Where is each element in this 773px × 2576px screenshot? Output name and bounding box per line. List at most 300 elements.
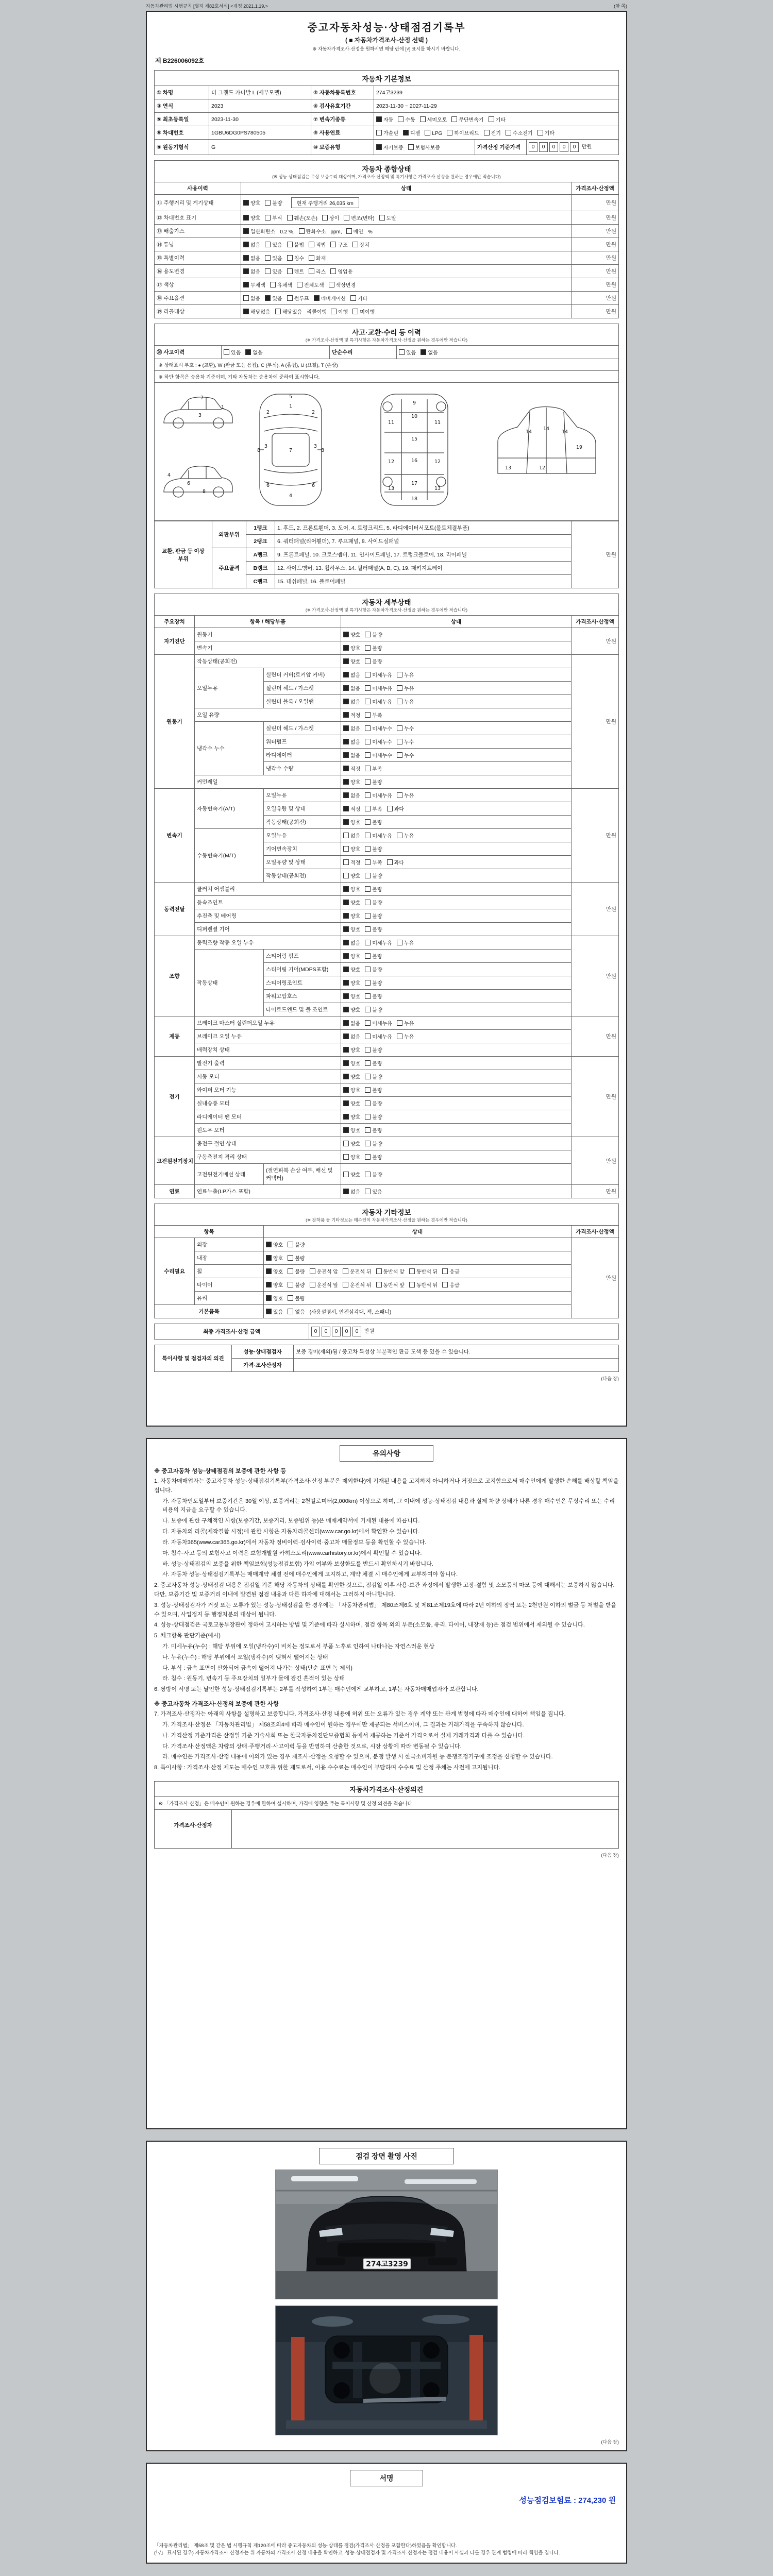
checkbox-option[interactable]: 하이브리드	[447, 129, 479, 137]
checkbox-option[interactable]: 없음	[343, 1019, 360, 1027]
checkbox-icon[interactable]	[265, 215, 271, 221]
checkbox-option[interactable]: 양호	[343, 912, 360, 920]
checkbox-option[interactable]: 없음	[243, 241, 260, 248]
checkbox-option[interactable]: 영업용	[330, 267, 352, 275]
checkbox-icon[interactable]	[484, 130, 490, 135]
checkbox-option[interactable]: 불량	[365, 1059, 382, 1067]
checkbox-option[interactable]: 운전석 앞	[310, 1267, 338, 1275]
checkbox-option[interactable]: 없음	[343, 671, 360, 679]
checkbox-icon[interactable]	[266, 1242, 272, 1247]
checkbox-icon[interactable]	[309, 268, 314, 274]
checkbox-icon[interactable]	[322, 215, 328, 221]
checkbox-icon[interactable]	[352, 242, 358, 247]
checkbox-icon[interactable]	[343, 1100, 349, 1106]
checkbox-icon[interactable]	[287, 255, 293, 261]
checkbox-icon[interactable]	[343, 846, 349, 852]
checkbox-icon[interactable]	[288, 1295, 293, 1301]
checkbox-option[interactable]: 양호	[343, 778, 360, 786]
checkbox-icon[interactable]	[265, 255, 271, 261]
checkbox-option[interactable]: 불량	[365, 1113, 382, 1121]
checkbox-option[interactable]: 양호	[343, 1073, 360, 1080]
checkbox-icon[interactable]	[365, 913, 371, 919]
checkbox-option[interactable]: 색상변경	[329, 281, 356, 289]
checkbox-icon[interactable]	[343, 1087, 349, 1093]
checkbox-option[interactable]: 불량	[365, 965, 382, 973]
checkbox-icon[interactable]	[365, 1100, 371, 1106]
checkbox-icon[interactable]	[243, 255, 249, 261]
checkbox-icon[interactable]	[365, 806, 371, 811]
checkbox-icon[interactable]	[376, 116, 382, 122]
checkbox-icon[interactable]	[365, 993, 371, 999]
checkbox-option[interactable]: 양호	[343, 885, 360, 893]
checkbox-option[interactable]: 양호	[343, 1086, 360, 1094]
checkbox-option[interactable]: 양호	[343, 979, 360, 987]
checkbox-option[interactable]: 상이	[322, 214, 339, 222]
checkbox-option[interactable]: 가솔린	[376, 129, 398, 137]
checkbox-option[interactable]: 있음	[365, 1188, 382, 1195]
checkbox-icon[interactable]	[224, 349, 229, 355]
checkbox-option[interactable]: 누유	[397, 671, 414, 679]
checkbox-option[interactable]: 미세누유	[365, 684, 392, 692]
checkbox-icon[interactable]	[288, 1255, 293, 1261]
checkbox-icon[interactable]	[365, 1114, 371, 1120]
checkbox-icon[interactable]	[243, 282, 249, 287]
checkbox-icon[interactable]	[397, 1020, 402, 1026]
checkbox-option[interactable]: 있음	[265, 241, 282, 248]
checkbox-icon[interactable]	[397, 940, 402, 945]
checkbox-option[interactable]: 불량	[365, 992, 382, 1000]
checkbox-icon[interactable]	[365, 779, 371, 785]
checkbox-option[interactable]: 양호	[343, 1113, 360, 1121]
checkbox-icon[interactable]	[346, 228, 352, 234]
checkbox-icon[interactable]	[343, 926, 349, 932]
checkbox-icon[interactable]	[365, 886, 371, 892]
checkbox-icon[interactable]	[365, 1007, 371, 1012]
checkbox-option[interactable]: 양호	[266, 1294, 283, 1302]
checkbox-icon[interactable]	[343, 779, 349, 785]
checkbox-icon[interactable]	[379, 215, 385, 221]
checkbox-icon[interactable]	[343, 953, 349, 959]
checkbox-icon[interactable]	[343, 1114, 349, 1120]
checkbox-option[interactable]: 없음	[343, 832, 360, 839]
checkbox-icon[interactable]	[243, 200, 249, 206]
checkbox-option[interactable]: 장치	[352, 241, 369, 248]
checkbox-option[interactable]: 무채색	[243, 281, 265, 289]
checkbox-option[interactable]: 없음	[288, 1308, 305, 1315]
checkbox-icon[interactable]	[343, 752, 349, 758]
checkbox-icon[interactable]	[265, 295, 271, 301]
checkbox-option[interactable]: 불법	[287, 241, 304, 248]
checkbox-option[interactable]: 자기보증	[376, 143, 404, 151]
checkbox-option[interactable]: 없음	[343, 684, 360, 692]
checkbox-option[interactable]: 없음	[343, 1032, 360, 1040]
checkbox-option[interactable]: 적정	[343, 711, 360, 719]
checkbox-option[interactable]: 누유	[397, 1019, 414, 1027]
checkbox-icon[interactable]	[365, 1127, 371, 1133]
checkbox-option[interactable]: 양호	[343, 657, 360, 665]
checkbox-option[interactable]: 운전석 뒤	[343, 1281, 371, 1289]
checkbox-icon[interactable]	[266, 1255, 272, 1261]
checkbox-option[interactable]: 불량	[365, 631, 382, 638]
checkbox-option[interactable]: 양호	[243, 214, 260, 222]
checkbox-icon[interactable]	[397, 725, 402, 731]
checkbox-option[interactable]: 불량	[365, 1140, 382, 1147]
checkbox-icon[interactable]	[365, 953, 371, 959]
checkbox-option[interactable]: 매연	[346, 227, 363, 235]
checkbox-option[interactable]: 양호	[266, 1281, 283, 1289]
checkbox-icon[interactable]	[365, 645, 371, 651]
checkbox-option[interactable]: 미세누유	[365, 671, 392, 679]
checkbox-option[interactable]: 과다	[387, 805, 404, 812]
checkbox-option[interactable]: 미세누유	[365, 1032, 392, 1040]
checkbox-icon[interactable]	[489, 116, 494, 122]
checkbox-option[interactable]: 도말	[379, 214, 396, 222]
checkbox-icon[interactable]	[343, 1282, 348, 1287]
checkbox-option[interactable]: 부족	[365, 711, 382, 719]
checkbox-icon[interactable]	[329, 282, 334, 287]
checkbox-option[interactable]: 수소전기	[506, 129, 533, 137]
checkbox-option[interactable]: 불량	[288, 1241, 305, 1248]
checkbox-option[interactable]: 불량	[365, 1046, 382, 1054]
checkbox-option[interactable]: 양호	[343, 1140, 360, 1147]
checkbox-icon[interactable]	[365, 833, 371, 838]
checkbox-icon[interactable]	[537, 130, 543, 135]
checkbox-option[interactable]: 미이행	[352, 308, 375, 315]
checkbox-option[interactable]: 탄화수소	[299, 227, 326, 235]
checkbox-option[interactable]: 양호	[343, 1171, 360, 1178]
checkbox-icon[interactable]	[343, 1020, 349, 1026]
checkbox-icon[interactable]	[365, 1087, 371, 1093]
checkbox-option[interactable]: 운전석 앞	[310, 1281, 338, 1289]
checkbox-icon[interactable]	[343, 712, 349, 718]
checkbox-icon[interactable]	[397, 685, 402, 691]
checkbox-option[interactable]: 양호	[343, 899, 360, 906]
checkbox-icon[interactable]	[344, 215, 349, 221]
checkbox-icon[interactable]	[398, 116, 404, 122]
checkbox-icon[interactable]	[365, 967, 371, 972]
checkbox-option[interactable]: 양호	[343, 1099, 360, 1107]
checkbox-icon[interactable]	[343, 1154, 349, 1160]
checkbox-option[interactable]: 부족	[365, 858, 382, 866]
checkbox-icon[interactable]	[343, 1268, 348, 1274]
checkbox-icon[interactable]	[365, 699, 371, 704]
checkbox-option[interactable]: 무단변속기	[451, 115, 483, 123]
checkbox-icon[interactable]	[397, 1033, 402, 1039]
checkbox-icon[interactable]	[287, 295, 293, 301]
checkbox-option[interactable]: 네비게이션	[314, 294, 346, 302]
checkbox-icon[interactable]	[287, 215, 293, 221]
checkbox-option[interactable]: 불량	[365, 778, 382, 786]
checkbox-option[interactable]: 불량	[365, 872, 382, 879]
checkbox-option[interactable]: 일산화탄소	[243, 227, 275, 235]
checkbox-icon[interactable]	[397, 752, 402, 758]
checkbox-option[interactable]: 미세누유	[365, 939, 392, 946]
checkbox-icon[interactable]	[376, 1282, 382, 1287]
checkbox-option[interactable]: 기타	[489, 115, 506, 123]
checkbox-option[interactable]: 있음	[399, 348, 416, 356]
checkbox-option[interactable]: 없음	[343, 939, 360, 946]
checkbox-option[interactable]: 불량	[365, 1126, 382, 1134]
checkbox-option[interactable]: 과다	[387, 858, 404, 866]
checkbox-icon[interactable]	[266, 1282, 272, 1287]
checkbox-icon[interactable]	[265, 242, 271, 247]
checkbox-option[interactable]: 동반석 앞	[376, 1267, 405, 1275]
checkbox-option[interactable]: 없음	[243, 294, 260, 302]
checkbox-option[interactable]: 양호	[266, 1241, 283, 1248]
checkbox-option[interactable]: 있음	[224, 348, 241, 356]
checkbox-icon[interactable]	[343, 1060, 349, 1066]
checkbox-icon[interactable]	[343, 859, 349, 865]
checkbox-icon[interactable]	[387, 859, 393, 865]
checkbox-option[interactable]: 훼손(오손)	[287, 214, 317, 222]
checkbox-icon[interactable]	[365, 1141, 371, 1146]
checkbox-option[interactable]: 불량	[365, 912, 382, 920]
checkbox-icon[interactable]	[243, 215, 249, 221]
checkbox-icon[interactable]	[343, 658, 349, 664]
checkbox-option[interactable]: 이행	[331, 308, 348, 315]
checkbox-icon[interactable]	[365, 1189, 371, 1194]
checkbox-option[interactable]: 적정	[343, 858, 360, 866]
checkbox-icon[interactable]	[343, 1189, 349, 1194]
checkbox-option[interactable]: 양호	[343, 965, 360, 973]
checkbox-option[interactable]: 없음	[343, 724, 360, 732]
checkbox-icon[interactable]	[365, 712, 371, 718]
checkbox-option[interactable]: 양호	[266, 1267, 283, 1275]
checkbox-option[interactable]: 미세누유	[365, 1019, 392, 1027]
checkbox-option[interactable]: 양호	[343, 872, 360, 879]
checkbox-option[interactable]: 자동	[376, 115, 393, 123]
checkbox-icon[interactable]	[397, 792, 402, 798]
checkbox-option[interactable]: 적정	[343, 805, 360, 812]
checkbox-option[interactable]: 부족	[365, 805, 382, 812]
checkbox-icon[interactable]	[343, 685, 349, 691]
checkbox-icon[interactable]	[343, 792, 349, 798]
checkbox-option[interactable]: 썬루프	[287, 294, 309, 302]
checkbox-option[interactable]: 응급	[442, 1281, 459, 1289]
checkbox-option[interactable]: 양호	[343, 845, 360, 853]
checkbox-icon[interactable]	[409, 1282, 415, 1287]
checkbox-option[interactable]: 세미오토	[420, 115, 447, 123]
checkbox-option[interactable]: 양호	[243, 199, 260, 207]
checkbox-option[interactable]: 렌트	[287, 267, 304, 275]
checkbox-icon[interactable]	[365, 1172, 371, 1177]
checkbox-icon[interactable]	[350, 295, 356, 301]
checkbox-option[interactable]: 양호	[343, 1126, 360, 1134]
checkbox-icon[interactable]	[297, 282, 303, 287]
checkbox-icon[interactable]	[343, 819, 349, 825]
checkbox-icon[interactable]	[343, 873, 349, 878]
checkbox-option[interactable]: 전기	[484, 129, 501, 137]
checkbox-icon[interactable]	[365, 900, 371, 905]
checkbox-option[interactable]: 리스	[309, 267, 326, 275]
checkbox-option[interactable]: 양호	[343, 925, 360, 933]
checkbox-icon[interactable]	[243, 228, 249, 234]
checkbox-icon[interactable]	[343, 645, 349, 651]
checkbox-icon[interactable]	[343, 766, 349, 771]
checkbox-option[interactable]: 누유	[397, 698, 414, 705]
checkbox-option[interactable]: 동반석 뒤	[409, 1267, 438, 1275]
checkbox-icon[interactable]	[506, 130, 511, 135]
checkbox-icon[interactable]	[288, 1282, 293, 1287]
checkbox-icon[interactable]	[420, 116, 426, 122]
checkbox-icon[interactable]	[343, 806, 349, 811]
checkbox-icon[interactable]	[343, 1047, 349, 1053]
checkbox-option[interactable]: 있음	[265, 254, 282, 262]
checkbox-option[interactable]: 불량	[265, 199, 282, 207]
checkbox-option[interactable]: 미세누수	[365, 738, 392, 745]
checkbox-icon[interactable]	[310, 1282, 315, 1287]
checkbox-option[interactable]: 누유	[397, 684, 414, 692]
checkbox-option[interactable]: 해당있음	[275, 308, 303, 315]
checkbox-icon[interactable]	[243, 295, 249, 301]
checkbox-option[interactable]: 없음	[343, 791, 360, 799]
checkbox-icon[interactable]	[365, 658, 371, 664]
checkbox-option[interactable]: 미세누유	[365, 791, 392, 799]
checkbox-option[interactable]: 누유	[397, 832, 414, 839]
checkbox-icon[interactable]	[365, 739, 371, 744]
checkbox-icon[interactable]	[343, 1074, 349, 1079]
checkbox-option[interactable]: 보험사보증	[408, 143, 440, 151]
checkbox-icon[interactable]	[343, 1033, 349, 1039]
checkbox-option[interactable]: 미세누유	[365, 832, 392, 839]
checkbox-option[interactable]: 불량	[288, 1267, 305, 1275]
checkbox-option[interactable]: 적법	[309, 241, 326, 248]
checkbox-option[interactable]: 있음	[266, 1308, 283, 1315]
checkbox-icon[interactable]	[365, 1074, 371, 1079]
checkbox-option[interactable]: 불량	[288, 1281, 305, 1289]
checkbox-icon[interactable]	[376, 1268, 382, 1274]
checkbox-icon[interactable]	[442, 1268, 448, 1274]
checkbox-option[interactable]: 불량	[365, 1073, 382, 1080]
checkbox-icon[interactable]	[409, 1268, 415, 1274]
checkbox-icon[interactable]	[288, 1268, 293, 1274]
checkbox-icon[interactable]	[365, 926, 371, 932]
checkbox-option[interactable]: 불량	[365, 1171, 382, 1178]
checkbox-icon[interactable]	[314, 295, 320, 301]
checkbox-option[interactable]: 불량	[365, 952, 382, 960]
checkbox-option[interactable]: 누수	[397, 751, 414, 759]
checkbox-icon[interactable]	[299, 228, 305, 234]
checkbox-option[interactable]: 미세누유	[365, 698, 392, 705]
checkbox-icon[interactable]	[343, 940, 349, 945]
checkbox-icon[interactable]	[365, 792, 371, 798]
checkbox-option[interactable]: 없음	[343, 751, 360, 759]
checkbox-icon[interactable]	[343, 886, 349, 892]
checkbox-icon[interactable]	[243, 268, 249, 274]
checkbox-option[interactable]: 유채색	[270, 281, 292, 289]
checkbox-icon[interactable]	[343, 993, 349, 999]
checkbox-icon[interactable]	[365, 846, 371, 852]
checkbox-option[interactable]: 전체도색	[297, 281, 324, 289]
checkbox-icon[interactable]	[365, 859, 371, 865]
checkbox-icon[interactable]	[365, 1060, 371, 1066]
checkbox-icon[interactable]	[421, 349, 426, 355]
checkbox-icon[interactable]	[343, 900, 349, 905]
checkbox-icon[interactable]	[365, 819, 371, 825]
checkbox-option[interactable]: 미세누수	[365, 724, 392, 732]
checkbox-option[interactable]: 동반석 뒤	[409, 1281, 438, 1289]
checkbox-option[interactable]: 해당없음	[243, 308, 271, 315]
checkbox-icon[interactable]	[266, 1268, 272, 1274]
checkbox-icon[interactable]	[365, 752, 371, 758]
checkbox-icon[interactable]	[365, 1154, 371, 1160]
checkbox-option[interactable]: 없음	[343, 738, 360, 745]
checkbox-icon[interactable]	[343, 739, 349, 744]
checkbox-icon[interactable]	[288, 1309, 293, 1314]
checkbox-option[interactable]: 동반석 앞	[376, 1281, 405, 1289]
checkbox-option[interactable]: LPG	[425, 130, 442, 137]
checkbox-option[interactable]: 불량	[365, 1153, 382, 1161]
checkbox-icon[interactable]	[365, 672, 371, 677]
checkbox-option[interactable]: 없음	[245, 348, 262, 356]
checkbox-option[interactable]: 디젤	[403, 129, 420, 137]
checkbox-option[interactable]: 불량	[365, 979, 382, 987]
checkbox-icon[interactable]	[343, 980, 349, 986]
checkbox-option[interactable]: 양호	[343, 631, 360, 638]
checkbox-icon[interactable]	[310, 1268, 315, 1274]
checkbox-icon[interactable]	[243, 309, 249, 314]
checkbox-option[interactable]: 누유	[397, 791, 414, 799]
checkbox-icon[interactable]	[397, 739, 402, 744]
checkbox-icon[interactable]	[275, 309, 281, 314]
checkbox-icon[interactable]	[265, 200, 271, 206]
checkbox-option[interactable]: 응급	[442, 1267, 459, 1275]
checkbox-option[interactable]: 양호	[343, 1046, 360, 1054]
checkbox-icon[interactable]	[403, 130, 409, 135]
checkbox-option[interactable]: 부족	[365, 765, 382, 772]
checkbox-icon[interactable]	[365, 873, 371, 878]
checkbox-icon[interactable]	[397, 833, 402, 838]
checkbox-icon[interactable]	[451, 116, 457, 122]
checkbox-option[interactable]: 양호	[343, 1006, 360, 1013]
checkbox-icon[interactable]	[288, 1242, 293, 1247]
checkbox-icon[interactable]	[270, 282, 276, 287]
checkbox-icon[interactable]	[243, 242, 249, 247]
checkbox-icon[interactable]	[266, 1309, 272, 1314]
checkbox-icon[interactable]	[343, 1172, 349, 1177]
checkbox-option[interactable]: 변조(변타)	[344, 214, 374, 222]
checkbox-icon[interactable]	[365, 725, 371, 731]
checkbox-option[interactable]: 불량	[365, 925, 382, 933]
checkbox-icon[interactable]	[425, 130, 430, 135]
checkbox-icon[interactable]	[376, 144, 382, 150]
checkbox-option[interactable]: 양호	[343, 1153, 360, 1161]
checkbox-icon[interactable]	[343, 913, 349, 919]
checkbox-icon[interactable]	[365, 1033, 371, 1039]
checkbox-icon[interactable]	[343, 1141, 349, 1146]
checkbox-option[interactable]: 양호	[343, 644, 360, 652]
checkbox-icon[interactable]	[309, 255, 314, 261]
price-opinion-text[interactable]	[232, 1810, 618, 1848]
checkbox-icon[interactable]	[352, 309, 358, 314]
checkbox-option[interactable]: 불량	[365, 657, 382, 665]
checkbox-icon[interactable]	[343, 833, 349, 838]
checkbox-icon[interactable]	[365, 1020, 371, 1026]
checkbox-option[interactable]: 적정	[343, 765, 360, 772]
checkbox-option[interactable]: 불량	[288, 1294, 305, 1302]
checkbox-icon[interactable]	[343, 967, 349, 972]
checkbox-option[interactable]: 양호	[343, 1059, 360, 1067]
checkbox-icon[interactable]	[376, 130, 382, 135]
checkbox-option[interactable]: 기타	[537, 129, 554, 137]
checkbox-option[interactable]: 화재	[309, 254, 326, 262]
checkbox-icon[interactable]	[331, 309, 337, 314]
checkbox-icon[interactable]	[447, 130, 452, 135]
checkbox-icon[interactable]	[387, 806, 393, 811]
checkbox-option[interactable]: 양호	[343, 992, 360, 1000]
checkbox-option[interactable]: 불량	[365, 899, 382, 906]
checkbox-option[interactable]: 부식	[265, 214, 282, 222]
